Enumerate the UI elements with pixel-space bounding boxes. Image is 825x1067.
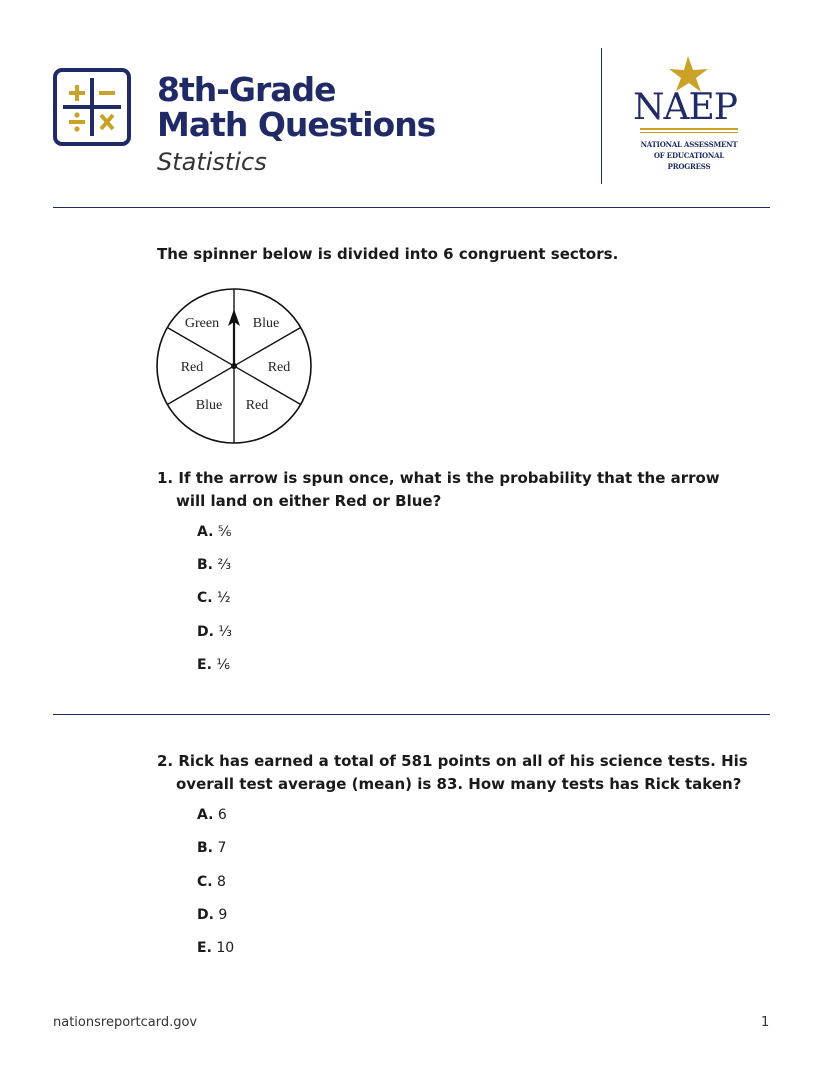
naep-sub-line3: PROGRESS — [667, 162, 711, 171]
question-text-line2: overall test average (mean) is 83. How many tests has Rick taken? — [176, 775, 742, 793]
naep-sub-line1: NATIONAL ASSESSMENT — [640, 140, 738, 149]
section-divider — [53, 714, 770, 715]
answer-option[interactable]: C. ½ — [197, 590, 231, 606]
naep-rule — [640, 132, 738, 133]
answer-option[interactable]: B. ⅔ — [197, 557, 232, 573]
answer-option[interactable]: B. 7 — [197, 840, 227, 856]
naep-wordmark: NAEP — [633, 87, 737, 128]
answer-option[interactable]: A. ⅚ — [197, 524, 232, 540]
sector-label: Green — [184, 316, 220, 331]
header-divider — [601, 48, 602, 184]
math-logo — [53, 68, 131, 146]
page-number: 1 — [761, 1015, 770, 1030]
naep-rule — [640, 128, 738, 130]
answer-option[interactable]: C. 8 — [197, 874, 226, 890]
page-title-line1: 8th-Grade — [157, 70, 336, 109]
question-number: 2. — [157, 752, 174, 770]
question-number: 1. — [157, 469, 174, 487]
sector-label: Red — [245, 398, 269, 413]
sector-label: Blue — [195, 398, 223, 413]
question-text-line1: Rick has earned a total of 581 points on all of his science tests. His — [178, 752, 748, 770]
sector-label: Blue — [252, 316, 280, 331]
question-text-line1: If the arrow is spun once, what is the probability that the arrow — [178, 469, 720, 487]
sector-label: Red — [267, 360, 291, 375]
section-divider — [53, 207, 770, 208]
footer-url[interactable]: nationsreportcard.gov — [53, 1015, 198, 1030]
times-icon — [101, 115, 113, 129]
spinner-intro: The spinner below is divided into 6 congruent sectors. — [157, 245, 619, 263]
naep-sub-line2: OF EDUCATIONAL — [653, 151, 725, 160]
naep-logo — [630, 52, 750, 177]
spinner-diagram — [150, 282, 320, 448]
divide-icon — [69, 112, 85, 131]
question-text-line2: will land on either Red or Blue? — [176, 492, 442, 510]
answer-option[interactable]: A. 6 — [197, 807, 227, 823]
page-subtitle: Statistics — [157, 148, 267, 176]
spinner-pivot — [231, 363, 237, 369]
answer-option[interactable]: D. 9 — [197, 907, 228, 923]
sector-label: Red — [180, 360, 204, 375]
answer-option[interactable]: D. ⅓ — [197, 624, 232, 640]
plus-icon — [69, 85, 85, 101]
answer-option[interactable]: E. ⅙ — [197, 657, 230, 673]
answer-option[interactable]: E. 10 — [197, 940, 235, 956]
page-title-line2: Math Questions — [157, 105, 436, 144]
